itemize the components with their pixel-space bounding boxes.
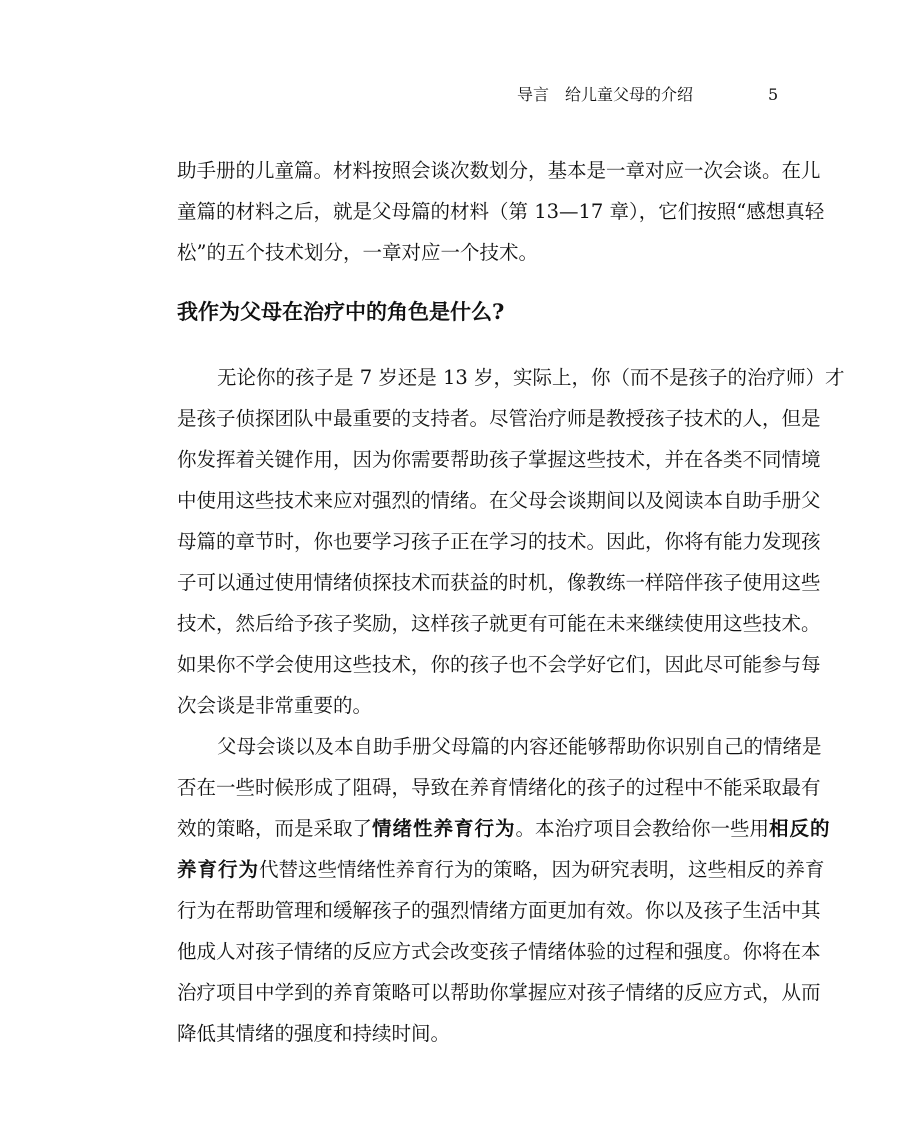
text-line: 母篇的章节时，你也要学习孩子正在学习的技术。因此，你将有能力发现孩	[177, 530, 821, 553]
text-line: 降低其情绪的强度和持续时间。	[177, 1022, 451, 1045]
text-line: 次会谈是非常重要的。	[177, 694, 373, 717]
section-heading: 我作为父母在治疗中的角色是什么?	[177, 299, 505, 324]
text-line: 他成人对孩子情绪的反应方式会改变孩子情绪体验的过程和强度。你将在本	[177, 940, 821, 963]
text-line: 你发挥着关键作用，因为你需要帮助孩子掌握这些技术，并在各类不同情境	[177, 448, 821, 471]
text-line: 子可以通过使用情绪侦探技术而获益的时机，像教练一样陪伴孩子使用这些	[177, 571, 821, 594]
text-line: 松”的五个技术划分，一章对应一个技术。	[177, 241, 538, 264]
emphasis-term: 情绪性养育行为	[372, 817, 516, 840]
text-segment: 代替这些情绪性养育行为的策略，因为研究表明，这些相反的养育	[259, 858, 825, 881]
text-line: 如果你不学会使用这些技术，你的孩子也不会学好它们，因此尽可能参与每	[177, 653, 821, 676]
text-line: 中使用这些技术来应对强烈的情绪。在父母会谈期间以及阅读本自助手册父	[177, 489, 821, 512]
text-line: 童篇的材料之后，就是父母篇的材料（第 13—17 章），它们按照“感想真轻	[177, 200, 825, 223]
text-segment: 效的策略，而是采取了	[177, 817, 373, 840]
text-line: 助手册的儿童篇。材料按照会谈次数划分，基本是一章对应一次会谈。在儿	[177, 159, 821, 182]
page-number: 5	[768, 85, 779, 104]
emphasis-term: 相反的	[769, 817, 831, 840]
paragraph-intro-continued	[177, 150, 825, 273]
text-segment: 。本治疗项目会教给你一些用	[515, 817, 770, 840]
paragraph-parenting-behaviors	[177, 726, 831, 1054]
text-line	[177, 808, 831, 849]
text-line: 治疗项目中学到的养育策略可以帮助你掌握应对孩子情绪的反应方式，从而	[177, 981, 821, 1004]
paragraph-parent-role	[177, 357, 845, 726]
running-head-title: 导言 给儿童父母的介绍	[517, 85, 694, 104]
text-line: 是孩子侦探团队中最重要的支持者。尽管治疗师是教授孩子技术的人，但是	[177, 407, 821, 430]
text-line: 否在一些时候形成了阻碍，导致在养育情绪化的孩子的过程中不能采取最有	[177, 776, 821, 799]
emphasis-term: 养育行为	[177, 858, 260, 881]
text-line: 父母会谈以及本自助手册父母篇的内容还能够帮助你识别自己的情绪是	[217, 735, 822, 758]
text-line: 行为在帮助管理和缓解孩子的强烈情绪方面更加有效。你以及孩子生活中其	[177, 899, 821, 922]
text-line	[177, 849, 825, 890]
text-line: 技术，然后给予孩子奖励，这样孩子就更有可能在未来继续使用这些技术。	[177, 612, 821, 635]
text-line: 无论你的孩子是 7 岁还是 13 岁，实际上，你（而不是孩子的治疗师）才	[217, 366, 845, 389]
